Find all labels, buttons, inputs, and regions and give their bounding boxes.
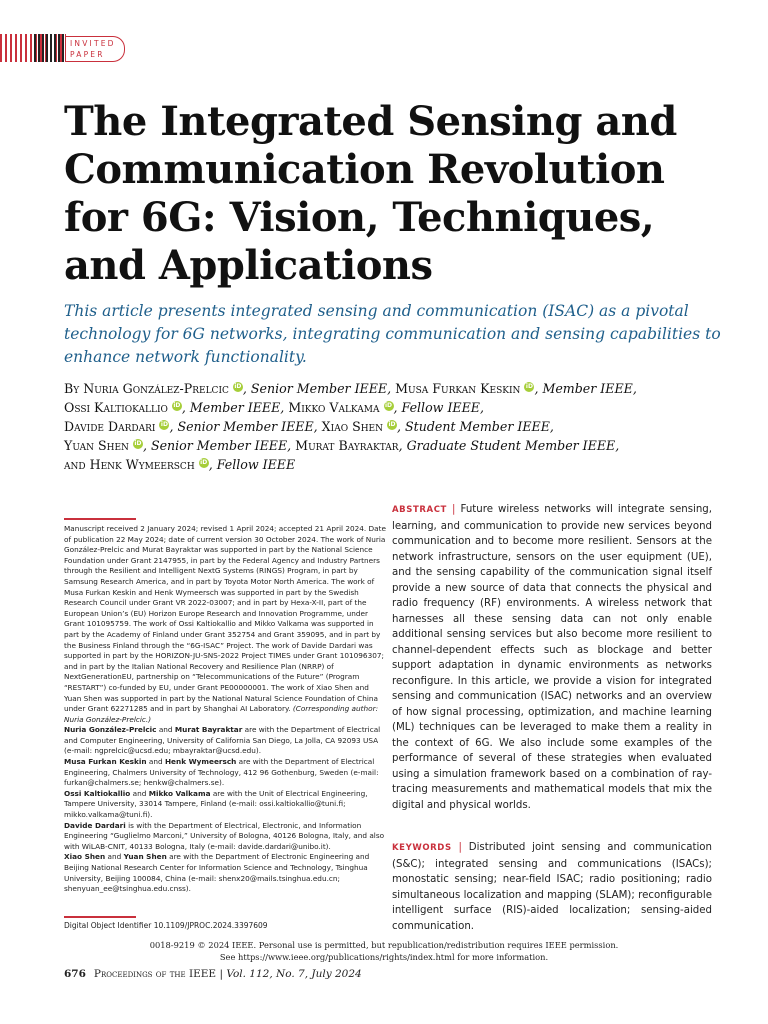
affil-name: Xiao Shen [64,852,106,862]
author-name[interactable]: Davide Dardari [64,419,156,434]
corresponding-author: (Corresponding author: Nuria González-Prelcic.) [64,704,379,724]
affiliation [64,725,386,757]
orcid-icon[interactable]: iD [234,383,242,390]
keywords-label: KEYWORDS [392,843,452,853]
author-line-2 [64,398,734,417]
author-role: , Member IEEE, [534,381,637,396]
affil-text: is with the Department of Electrical, Electronic, and Information Engineering “Guglielmo Marconi,” University of Bologna, 40126 Bologna, Italy, and also with WiLAB-CNIT, 40133 Bologna, Italy (e-mail: davide.dardari@unibo.it). [64,820,385,851]
affil-name: Davide Dardari [64,820,126,830]
affil-name: Henk Wymeersch [164,757,237,767]
article-title: The Integrated Sensing and Communication Revolution for 6G: Vision, Techniques, and Applications [64,98,677,289]
copyright-notice [64,940,704,963]
orcid-icon[interactable]: iD [160,421,168,428]
author-name[interactable]: Mikko Valkama [288,400,380,415]
author-role: , Senior Member IEEE, [169,419,322,434]
keywords-text: Distributed joint sensing and communication (S&C); integrated sensing and communications (ISACs); monostatic sensing; near-field ISAC; radio positioning; radio simultaneous localization and mapping (SLAM); reconfigurable intelligent surface (RIS)-aided localization; sensing-aided communication. [392,842,712,932]
author-role: , Fellow IEEE [208,457,296,472]
affil-text: are with the Department of Electrical and Computer Engineering, University of California San Diego, La Jolla, CA 92093 USA (e-mail: ngprelcic@ucsd.edu; mbayraktar@ucsd.edu). [64,725,381,756]
affil-name: Ossi Kaltiokallio [64,788,131,798]
author-role: , Senior Member IEEE, [242,381,396,396]
badge-line2: PAPER [70,50,105,59]
funding-text: Manuscript received 2 January 2024; revised 1 April 2024; accepted 21 April 2024. Date of publication 22 May 2024; date of current version 30 October 2024. The work of Nuria González-Prelcic and Murat Bayraktar was supported in part by the National Science Foundation under Grant 2147955, in part by the Federal Agency and Industry Partners through the Resilient and Intelligent NextG Systems (RINGS) Program, in part by Samsung Research America, and in part by Toyota Motor North America. The work of Musa Furkan Keskin and Henk Wymeersch was supported in part by the Swedish Research Council under Grant VR 2022-03007; and in part by Hexa-X-II, part of the European Union’s (EU) Horizon Europe Research and Innovation Programme, under Grant 101095759. The work of Ossi Kaltiokallio and Mikko Valkama was supported in part by the Academy of Finland under Grant 352754 and Grant 359095, and in part by the Business Finland through the “6G-ISAC” Project. The work of Davide Dardari was supported in part by the HORIZON-JU-SNS-2022 Project TIMES under Grant 101096307; and in part by the Italian National Recovery and Resilience Plan (NRRP) of NextGenerationEU, partnership on “Telecommunications of the Future” (Program “RESTART”) co-funded by EU, under Grant PE00000001. The work of Xiao Shen and Yuan Shen was supported in part by the National Natural Science Foundation of China under Grant 62271285 and in part by Shanghai AI Laboratory. [64,524,386,714]
orcid-icon[interactable]: iD [173,402,181,409]
author-list [64,379,734,474]
affil-text: are with the Unit of Electrical Engineering, Tampere University, 33014 Tampere, Finland (e-mail: ossi.kaltiokallio@tuni.fi; mikko.valkama@tuni.fi). [64,788,368,820]
affiliation [64,789,386,821]
abstract-text: Future wireless networks will integrate sensing, learning, and communication to provide new services beyond communication and to become more resilient. Sensors at the network infrastructure, sensors on the user equipment (UE), and the sensing capability of the communication signal itself provide a new source of data that connects the physical and radio frequency (RF) environments. A wireless network that harnesses all these sensing data can not only enable additional sensing services but also become more resilient to channel-dependent effects such as blockage and better support adaptation in dynamic environments as networks reconfigure. In this article, we provide a vision for integrated sensing and communication (ISAC) networks and an overview of how signal processing, optimization, and machine learning (ML) techniques can be leveraged to make them a reality in the context of 6G. We also include some examples of the performance of several of these strategies when evaluated using a simulation framework based on a combination of ray-tracing measurements and mathematical models that mix the digital and physical worlds. [392,504,712,811]
orcid-icon[interactable]: iD [388,421,396,428]
doi-rule [64,916,136,918]
author-role: , Graduate Student Member IEEE, [398,438,620,453]
affiliation [64,757,386,789]
page-footer [64,968,362,980]
author-name[interactable]: Musa Furkan Keskin [395,381,521,396]
author-line-4 [64,436,734,455]
affil-name: Nuria González-Prelcic [64,725,157,735]
abstract-label: ABSTRACT [392,505,447,515]
author-role: , Student Member IEEE, [397,419,554,434]
author-line-5 [64,455,734,474]
badge-line1: INVITED [70,39,116,48]
affil-and: and [130,788,149,798]
footnote-funding [64,524,386,725]
author-line-1 [64,379,734,398]
orcid-icon[interactable]: iD [525,383,533,390]
author-name[interactable]: Ossi Kaltiokallio [64,400,168,415]
author-name[interactable]: Yuan Shen [64,438,129,453]
footnote [64,524,386,895]
author-name[interactable]: Henk Wymeersch [89,457,195,472]
affiliation [64,821,386,853]
affil-name: Musa Furkan Keskin [64,757,147,767]
by-label: By [64,381,84,396]
orcid-icon[interactable]: iD [384,402,393,409]
orcid-icon[interactable]: iD [200,459,208,466]
copyright-line-2[interactable]: See https://www.ieee.org/publications/rights/index.html for more information. [219,951,549,962]
keywords-separator: | [451,842,469,853]
journal-name: Proceedings of the IEEE [93,968,217,980]
and-label: and [64,457,90,472]
keywords [392,840,712,934]
author-role: , Senior Member IEEE, [142,438,296,453]
issue-info: | Vol. 112, No. 7, July 2024 [216,968,362,980]
abstract-separator: | [446,504,461,515]
footnote-rule [64,518,136,520]
affil-text: are with the Department of Electronic Engineering and Beijing National Research Center for Information Science and Technology, Tsinghua University, Beijing 100084, China (e-mail: shenx20@mails.tsinghua.edu.cn; shenyuan_ee@tsinghua.edu.cnss). [64,852,370,894]
article-subtitle: This article presents integrated sensing and communication (ISAC) as a pivotal technology for 6G networks, integrating communication and sensing capabilities to enhance network functionality. [64,302,721,366]
affil-name: Yuan Shen [123,852,167,862]
page-number: 676 [64,968,86,980]
author-name[interactable]: Nuria González-Prelcic [83,381,229,396]
doi[interactable]: Digital Object Identifier 10.1109/JPROC.2024.3397609 [64,921,268,930]
author-role: , Member IEEE, [181,400,289,415]
affil-text: are with the Department of Electrical Engineering, Chalmers University of Technology, 412 96 Gothenburg, Sweden (e-mail: furkan@chalmers.se; henkw@chalmers.se). [64,757,379,788]
orcid-icon[interactable]: iD [134,440,142,447]
affil-and: and [105,852,124,862]
affil-and: and [156,725,175,735]
affil-name: Mikko Valkama [148,788,211,798]
author-role: , Fellow IEEE, [393,400,485,415]
copyright-line-1: 0018-9219 © 2024 IEEE. Personal use is permitted, but republication/redistribution requires IEEE permission. [149,940,619,950]
affil-and: and [146,757,165,767]
author-name[interactable]: Xiao Shen [321,419,383,434]
author-line-3 [64,417,734,436]
abstract [392,502,712,813]
affil-name: Murat Bayraktar [174,725,243,735]
badge-stripes-dark [34,34,64,62]
affiliation [64,852,386,894]
author-name[interactable]: Murat Bayraktar [295,438,399,453]
